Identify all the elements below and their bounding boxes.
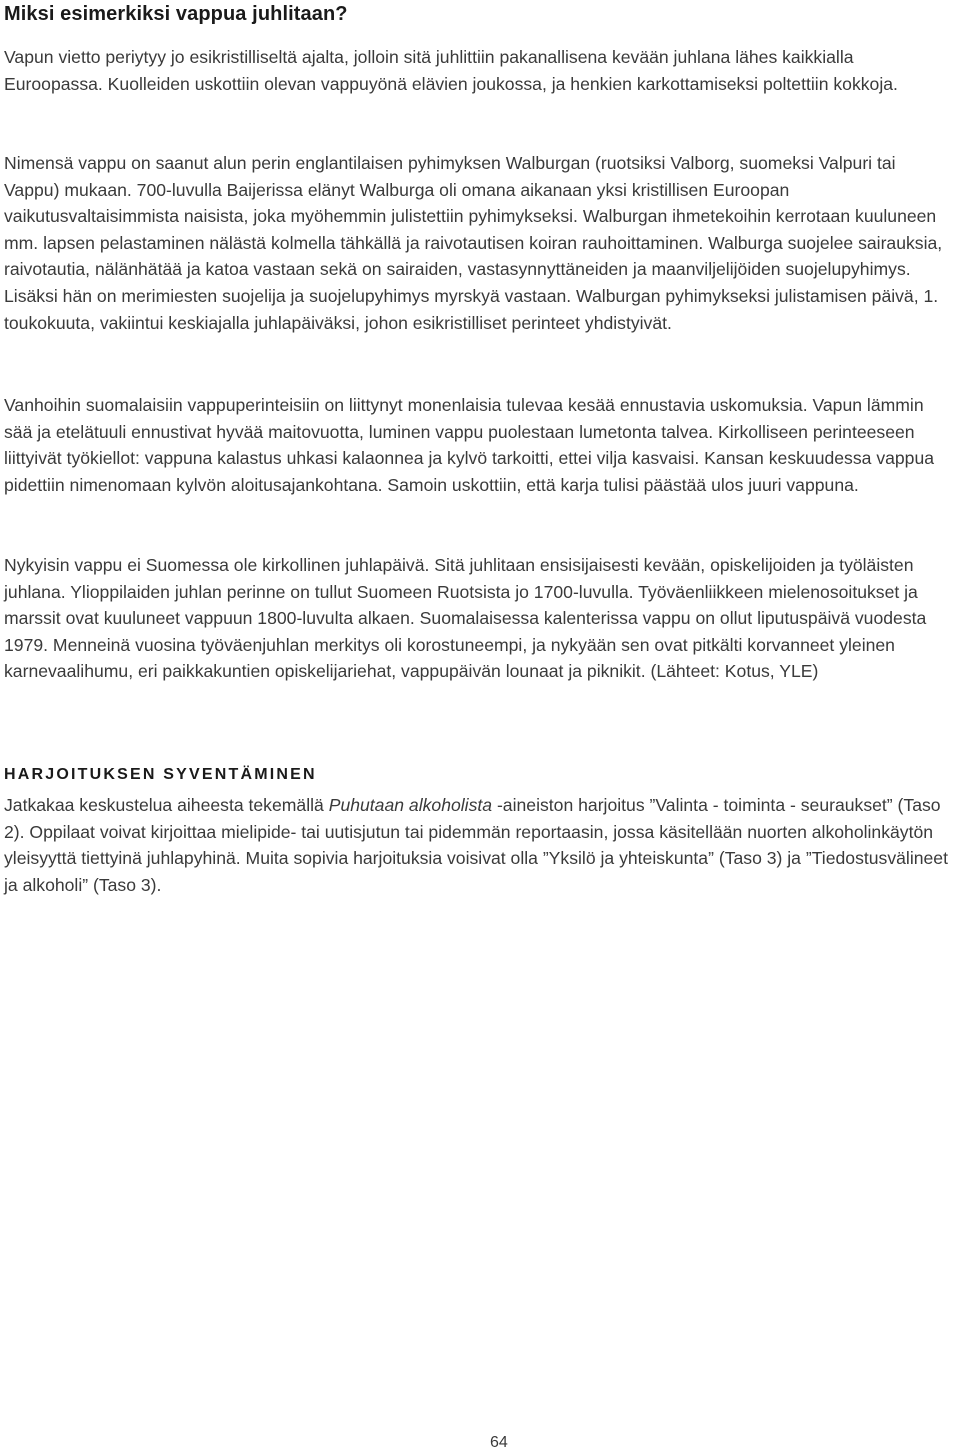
document-page (4, 0, 954, 895)
page-number: 64 (490, 1434, 508, 1451)
material-title-italic: Puhutaan alkoholista (328, 795, 493, 815)
section-heading: HARJOITUKSEN SYVENTÄMINEN (4, 766, 317, 783)
paragraph-vappu-origins: Vapun vietto periytyy jo esikristilliseltä ajalta, jolloin sitä juhlittiin pakanallisena kevään juhlana lähes kaikkialla Euroopassa. Kuolleiden uskottiin olevan vappuyönä elävien joukossa, ja henkien karkottamiseksi poltettiin kokkoja. (4, 47, 898, 94)
paragraph-walburga: Nimensä vappu on saanut alun perin englantilaisen pyhimyksen Walburgan (ruotsiksi Valborg, suomeksi Valpuri tai Vappu) mukaan. 700-luvulla Baijerissa elänyt Walburga oli omana aikanaan yksi kristillisen Euroopan vaikutusvaltaisimmista naisista, joka myöhemmin julistettiin pyhimykseksi. Walburgan ihmetekoihin kerrotaan kuuluneen mm. lapsen pelastaminen nälästä kolmella tähkällä ja raivotautisen koiran rauhoittaminen. Walburga suojelee sairauksia, raivotautia, nälänhätää ja katoa vastaan sekä on sairaiden, vastasynnyttäneiden ja maanviljelijöiden suojelupyhimys. Lisäksi hän on merimiesten suojelija ja suojelupyhimys myrskyä vastaan. Walburgan pyhimykseksi julistamisen päivä, 1. toukokuuta, vakiintui keskiajalla juhlapäiväksi, johon esikristilliset perinteet yhdistyivät. (4, 153, 943, 333)
paragraph-modern-vappu: Nykyisin vappu ei Suomessa ole kirkollinen juhlapäivä. Sitä juhlitaan ensisijaisesti kevään, opiskelijoiden ja työläisten juhlana. Ylioppilaiden juhlan perinne on tullut Suomeen Ruotsista jo 1700-luvulla. Työväenliikkeen mielenosoitukset ja marssit ovat kuuluneet vappuun 1800-luvulta alkaen. Suomalaisessa kalenterissa vappu on ollut liputuspäivä vuodesta 1979. Menneinä vuosina työväenjuhlan merkitys oli korostuneempi, ja nykyään sen ovat pitkälti korvanneet yleinen karnevaalihumu, eri paikkakuntien opiskelijariehat, vappupäivän lounaat ja piknikit. (Lähteet: Kotus, YLE) (4, 555, 927, 682)
exercise-text-start: Jatkakaa keskustelua aiheesta tekemällä (4, 795, 329, 815)
exercise-text-end: -aineiston harjoitus ”Valinta - toiminta - seuraukset” (Taso 2). Oppilaat voivat kirjoittaa mielipide- tai uutisjutun tai pidemmän reportaasin, jossa käsitellään nuorten alkoholinkäytön yleisyyttä tiettyinä juhlapyhinä. Muita sopivia harjoituksia voisivat olla ”Yksilö ja yhteiskunta” (Taso 3) ja ”Tiedostusvälineet ja alkoholi” (Taso 3). (4, 795, 948, 895)
page-title: Miksi esimerkiksi vappua juhlitaan? (4, 3, 348, 25)
paragraph-exercise (4, 792, 954, 898)
paragraph-finnish-traditions: Vanhoihin suomalaisiin vappuperinteisiin on liittynyt monenlaisia tulevaa kesää ennustavia uskomuksia. Vapun lämmin sää ja etelätuuli ennustivat hyvää maitovuotta, luminen vappu puolestaan lumetonta talvea. Kirkolliseen perinteeseen liittyivät työkiellot: vappuna kalastus uhkasi kalaonnea ja kylvö tarkoitti, ettei vilja kasvaisi. Kansan keskuudessa vappua pidettiin nimenomaan kylvön aloitusajankohtana. Samoin uskottiin, että karja tulisi päästää ulos juuri vappuna. (4, 395, 935, 495)
